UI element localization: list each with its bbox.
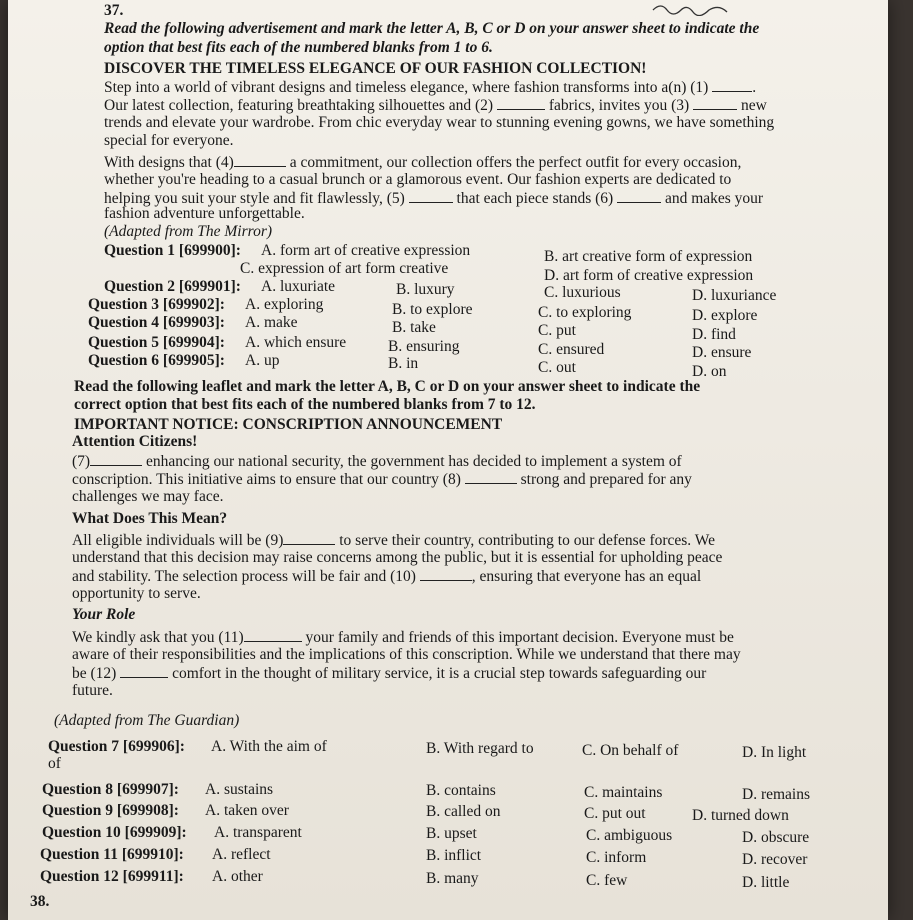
question-1-label: Question 1 [699900]: bbox=[104, 242, 241, 259]
pen-scribble bbox=[648, 0, 768, 16]
question-12-label: Question 12 [699911]: bbox=[40, 868, 184, 885]
q5-option-a[interactable]: A. which ensure bbox=[245, 334, 347, 351]
leaflet-text-line: (7) enhancing our national security, the government has decided to implement a system of bbox=[72, 453, 682, 470]
q12-option-b[interactable]: B. many bbox=[426, 870, 479, 887]
instruction-2-line-2: correct option that best fits each of the numbered blanks from 7 to 12. bbox=[74, 396, 536, 413]
q6-option-d[interactable]: D. on bbox=[692, 363, 727, 380]
question-number-37: 37. bbox=[104, 2, 124, 19]
q5-option-b[interactable]: B. ensuring bbox=[388, 338, 460, 355]
leaflet-text-line: We kindly ask that you (11) your family and friends of this important decision. Everyone must be bbox=[72, 629, 734, 646]
q11-option-a[interactable]: A. reflect bbox=[212, 846, 271, 863]
q1-option-c[interactable]: C. expression of art form creative bbox=[240, 260, 449, 277]
q10-option-d[interactable]: D. obscure bbox=[742, 829, 810, 846]
leaflet-text-line: opportunity to serve. bbox=[72, 585, 201, 602]
leaflet-text-line: aware of their responsibilities and the implications of this conscription. While we understand that there may bbox=[72, 646, 741, 663]
ad-text-line: helping you suit your style and fit flawlessly, (5) that each piece stands (6) and makes your bbox=[104, 190, 764, 207]
q12-option-d[interactable]: D. little bbox=[742, 874, 790, 891]
q4-option-c[interactable]: C. put bbox=[538, 322, 576, 339]
q7-option-a[interactable]: A. With the aim of bbox=[211, 738, 327, 755]
q3-option-c[interactable]: C. to exploring bbox=[538, 304, 632, 321]
q11-option-c[interactable]: C. inform bbox=[586, 849, 647, 866]
q8-option-a[interactable]: A. sustains bbox=[205, 781, 274, 798]
your-role-heading: Your Role bbox=[72, 606, 136, 623]
leaflet-text-line: and stability. The selection process will be fair and (10) , ensuring that everyone has an equal bbox=[72, 568, 702, 585]
leaflet-text-line: conscription. This initiative aims to ensure that our country (8) strong and prepared for any bbox=[72, 471, 692, 488]
leaflet-text-line: All eligible individuals will be (9) to serve their country, contributing to our defense forces. We bbox=[72, 532, 716, 549]
q1-option-a[interactable]: A. form art of creative expression bbox=[261, 242, 471, 259]
q5-option-d[interactable]: D. ensure bbox=[692, 344, 752, 361]
ad-text-line: special for everyone. bbox=[104, 132, 234, 149]
q11-option-d[interactable]: D. recover bbox=[742, 851, 808, 868]
question-11-label: Question 11 [699910]: bbox=[40, 846, 184, 863]
q4-option-d[interactable]: D. find bbox=[692, 326, 736, 343]
worksheet-page bbox=[8, 0, 888, 920]
leaflet-text-line: future. bbox=[72, 682, 113, 699]
q10-option-a[interactable]: A. transparent bbox=[214, 824, 302, 841]
source-the-guardian: (Adapted from The Guardian) bbox=[54, 712, 240, 729]
question-8-label: Question 8 [699907]: bbox=[42, 781, 179, 798]
instruction-1-line-2: option that best fits each of the numbered blanks from 1 to 6. bbox=[104, 39, 493, 56]
q9-option-c[interactable]: C. put out bbox=[584, 805, 646, 822]
question-9-label: Question 9 [699908]: bbox=[42, 802, 179, 819]
q9-option-b[interactable]: B. called on bbox=[426, 803, 501, 820]
question-4-label: Question 4 [699903]: bbox=[88, 314, 225, 331]
q7-option-c[interactable]: C. On behalf of bbox=[582, 742, 679, 759]
question-number-38: 38. bbox=[30, 893, 50, 910]
leaflet-text-line: be (12) comfort in the thought of military service, it is a crucial step towards safeguarding our bbox=[72, 665, 707, 682]
q7-option-d[interactable]: D. In light bbox=[742, 744, 807, 761]
q4-option-b[interactable]: B. take bbox=[392, 319, 436, 336]
q9-option-a[interactable]: A. taken over bbox=[205, 802, 289, 819]
q6-option-a[interactable]: A. up bbox=[245, 352, 280, 369]
q1-option-b[interactable]: B. art creative form of expression bbox=[544, 248, 753, 265]
q8-option-c[interactable]: C. maintains bbox=[584, 784, 663, 801]
ad-text-line: fashion adventure unforgettable. bbox=[104, 205, 305, 222]
q2-option-a[interactable]: A. luxuriate bbox=[261, 278, 336, 295]
question-5-label: Question 5 [699904]: bbox=[88, 334, 225, 351]
q11-option-b[interactable]: B. inflict bbox=[426, 847, 482, 864]
q10-option-b[interactable]: B. upset bbox=[426, 825, 477, 842]
advertisement-title: DISCOVER THE TIMELESS ELEGANCE OF OUR FASHION COLLECTION! bbox=[104, 60, 647, 77]
q12-option-c[interactable]: C. few bbox=[586, 872, 628, 889]
source-the-mirror: (Adapted from The Mirror) bbox=[104, 223, 273, 240]
leaflet-text-line: challenges we may face. bbox=[72, 488, 224, 505]
leaflet-title: IMPORTANT NOTICE: CONSCRIPTION ANNOUNCEMENT bbox=[74, 416, 503, 433]
q8-option-d[interactable]: D. remains bbox=[742, 786, 811, 803]
q9-option-d[interactable]: D. turned down bbox=[692, 807, 789, 824]
q12-option-a[interactable]: A. other bbox=[212, 868, 263, 885]
instruction-2-line-1: Read the following leaflet and mark the letter A, B, C or D on your answer sheet to indicate the bbox=[74, 378, 701, 395]
q2-option-d[interactable]: D. luxuriance bbox=[692, 287, 777, 304]
q2-option-b[interactable]: B. luxury bbox=[396, 281, 455, 298]
q8-option-b[interactable]: B. contains bbox=[426, 782, 496, 799]
question-3-label: Question 3 [699902]: bbox=[88, 296, 225, 313]
ad-text-line: Our latest collection, featuring breathtaking silhouettes and (2) fabrics, invites you (3) new bbox=[104, 97, 767, 114]
ad-text-line: trends and elevate your wardrobe. From chic everyday wear to stunning evening gowns, we have something bbox=[104, 114, 775, 131]
attention-heading: Attention Citizens! bbox=[72, 433, 198, 450]
q7-option-a-continued: of bbox=[48, 755, 61, 772]
q6-option-b[interactable]: B. in bbox=[388, 355, 419, 372]
q6-option-c[interactable]: C. out bbox=[538, 359, 576, 376]
q2-option-c[interactable]: C. luxurious bbox=[544, 284, 621, 301]
q7-option-b[interactable]: B. With regard to bbox=[426, 740, 534, 757]
ad-text-line: whether you're heading to a casual brunch or a glamorous event. Our fashion experts are dedicated to bbox=[104, 171, 732, 188]
q3-option-d[interactable]: D. explore bbox=[692, 307, 758, 324]
question-10-label: Question 10 [699909]: bbox=[42, 824, 187, 841]
ad-text-line: Step into a world of vibrant designs and timeless elegance, where fashion transforms into a(n) (1) . bbox=[104, 79, 757, 96]
ad-text-line: With designs that (4) a commitment, our collection offers the perfect outfit for every occasion, bbox=[104, 154, 742, 171]
question-7-label: Question 7 [699906]: bbox=[48, 738, 185, 755]
q1-option-d[interactable]: D. art form of creative expression bbox=[544, 267, 754, 284]
q5-option-c[interactable]: C. ensured bbox=[538, 341, 605, 358]
question-2-label: Question 2 [699901]: bbox=[104, 278, 241, 295]
instruction-1-line-1: Read the following advertisement and mark the letter A, B, C or D on your answer sheet to indicate the bbox=[104, 20, 760, 37]
what-does-this-mean-heading: What Does This Mean? bbox=[72, 510, 228, 527]
q10-option-c[interactable]: C. ambiguous bbox=[586, 827, 673, 844]
question-6-label: Question 6 [699905]: bbox=[88, 352, 225, 369]
q3-option-b[interactable]: B. to explore bbox=[392, 301, 473, 318]
q3-option-a[interactable]: A. exploring bbox=[245, 296, 324, 313]
leaflet-text-line: understand that this decision may raise concerns among the public, but it is essential for upholding peace bbox=[72, 549, 723, 566]
q4-option-a[interactable]: A. make bbox=[245, 314, 298, 331]
